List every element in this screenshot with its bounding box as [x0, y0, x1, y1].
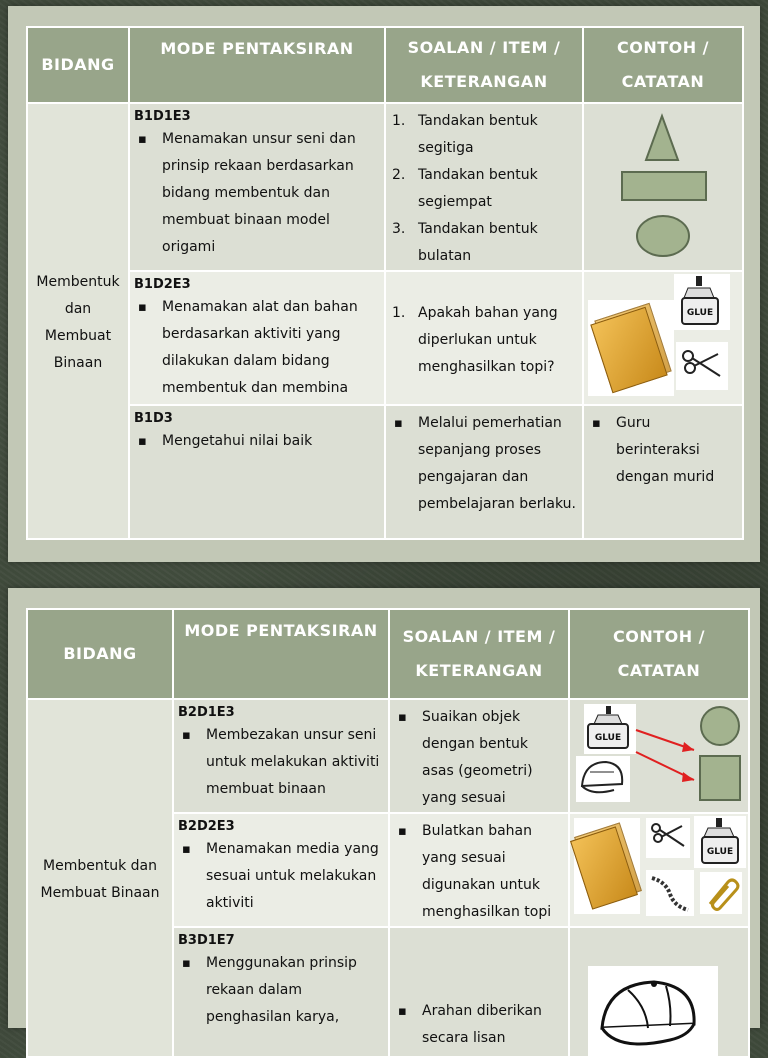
criteria-code: B2D1E3 — [178, 705, 235, 720]
svg-text:GLUE: GLUE — [686, 308, 714, 318]
list-item: 2. Tandakan bentuk segiempat — [392, 167, 538, 210]
mode-cell — [129, 405, 385, 539]
mode-text: ▪ Membezakan unsur seni untuk melakukan aktiviti membuat binaan — [178, 722, 384, 803]
mode-text: ▪ Menggunakan prinsip rekaan dalam penghasilan karya, — [178, 950, 384, 1031]
glue-bottle-image — [694, 816, 746, 868]
header-contoh: CONTOH / CATATAN — [569, 609, 749, 699]
list-item: 1. Apakah bahan yang diperlukan untuk menghasilkan topi? — [392, 305, 558, 375]
criteria-code: B1D3 — [134, 411, 173, 426]
square-shape — [700, 756, 740, 800]
mode-text: ▪ Menamakan alat dan bahan berdasarkan aktiviti yang dilakukan dalam bidang membentuk dan membina — [134, 294, 380, 402]
mode-text: ▪ Menamakan unsur seni dan prinsip rekaan berdasarkan bidang membentuk dan membuat binaan model origami — [134, 126, 380, 261]
contoh-cell — [569, 699, 749, 813]
mode-text: ▪ Menamakan media yang sesuai untuk melakukan aktiviti — [178, 836, 384, 917]
rope-image — [646, 870, 694, 916]
list-item: ▪ Suaikan objek dengan bentuk asas (geometri) yang sesuai — [394, 704, 564, 812]
soalan-cell — [389, 699, 569, 813]
contoh-cell — [583, 405, 743, 539]
assessment-table-1 — [26, 26, 744, 540]
contoh-cell — [569, 813, 749, 927]
table-row — [27, 103, 743, 271]
mode-cell — [129, 103, 385, 271]
cap-icon — [588, 966, 718, 1057]
circle-shape — [637, 216, 689, 256]
soalan-cell — [389, 813, 569, 927]
rope-icon — [646, 870, 694, 916]
list-item: ▪ Melalui pemerhatian sepanjang proses pengajaran dan pembelajaran berlaku. — [390, 410, 578, 518]
table-row — [27, 405, 743, 539]
list-item: ▪ Arahan diberikan secara lisan — [394, 998, 564, 1052]
paperclip-image — [700, 872, 742, 914]
bidang-cell: Membentuk dan Membuat Binaan — [27, 699, 173, 1057]
paper-stack-image — [588, 300, 674, 396]
paperclip-icon — [700, 872, 742, 914]
scissors-icon — [646, 818, 690, 858]
assessment-table-2 — [26, 608, 750, 1058]
glue-bottle-image — [674, 274, 730, 330]
table-row — [27, 699, 749, 813]
header-bidang: BIDANG — [27, 27, 129, 103]
mode-cell — [129, 271, 385, 405]
shapes-illustration — [584, 104, 743, 264]
contoh-cell — [583, 103, 743, 271]
criteria-code: B1D2E3 — [134, 277, 191, 292]
table-header-row — [27, 27, 743, 103]
soalan-cell — [389, 927, 569, 1057]
mode-cell — [173, 813, 389, 927]
table-row — [27, 271, 743, 405]
criteria-code: B2D2E3 — [178, 819, 235, 834]
soalan-cell — [385, 271, 583, 405]
header-bidang: BIDANG — [27, 609, 173, 699]
soalan-cell — [385, 405, 583, 539]
mode-cell — [173, 699, 389, 813]
header-soalan: SOALAN / ITEM / KETERANGAN — [385, 27, 583, 103]
table-header-row — [27, 609, 749, 699]
triangle-shape — [646, 116, 678, 160]
bidang-cell: Membentuk dan Membuat Binaan — [27, 103, 129, 539]
scissors-image — [676, 342, 728, 390]
glue-icon — [694, 816, 746, 868]
scissors-image — [646, 818, 690, 858]
cap-icon — [576, 756, 630, 802]
paper-stack-image — [574, 818, 640, 914]
soalan-cell — [385, 103, 583, 271]
criteria-code: B1D1E3 — [134, 109, 191, 124]
arrow-head — [682, 742, 694, 752]
contoh-cell — [569, 927, 749, 1057]
svg-text:GLUE: GLUE — [594, 733, 622, 743]
header-soalan: SOALAN / ITEM / KETERANGAN — [389, 609, 569, 699]
contoh-cell — [583, 271, 743, 405]
mode-cell — [173, 927, 389, 1057]
rectangle-shape — [622, 172, 706, 200]
glue-icon — [674, 274, 730, 330]
header-contoh: CONTOH / CATATAN — [583, 27, 743, 103]
paper-icon — [570, 826, 638, 909]
glue-icon — [584, 704, 636, 754]
scissors-icon — [676, 342, 728, 390]
list-item: 3. Tandakan bentuk bulatan — [392, 221, 538, 264]
svg-text:GLUE: GLUE — [706, 847, 734, 857]
paper-icon — [590, 307, 667, 393]
list-item: ▪ Bulatkan bahan yang sesuai digunakan untuk menghasilkan topi — [394, 818, 564, 926]
matching-illustration — [570, 700, 749, 804]
circle-shape — [701, 707, 739, 745]
arrow-head — [682, 772, 694, 782]
header-mode-pentaksiran: MODE PENTAKSIRAN — [129, 27, 385, 103]
header-mode-pentaksiran: MODE PENTAKSIRAN — [173, 609, 389, 699]
cap-image — [588, 966, 718, 1057]
list-item: ▪ Guru berinteraksi dengan murid — [588, 410, 738, 491]
mode-text: ▪ Mengetahui nilai baik — [134, 428, 380, 455]
criteria-code: B3D1E7 — [178, 933, 235, 948]
list-item: 1. Tandakan bentuk segitiga — [392, 113, 538, 156]
